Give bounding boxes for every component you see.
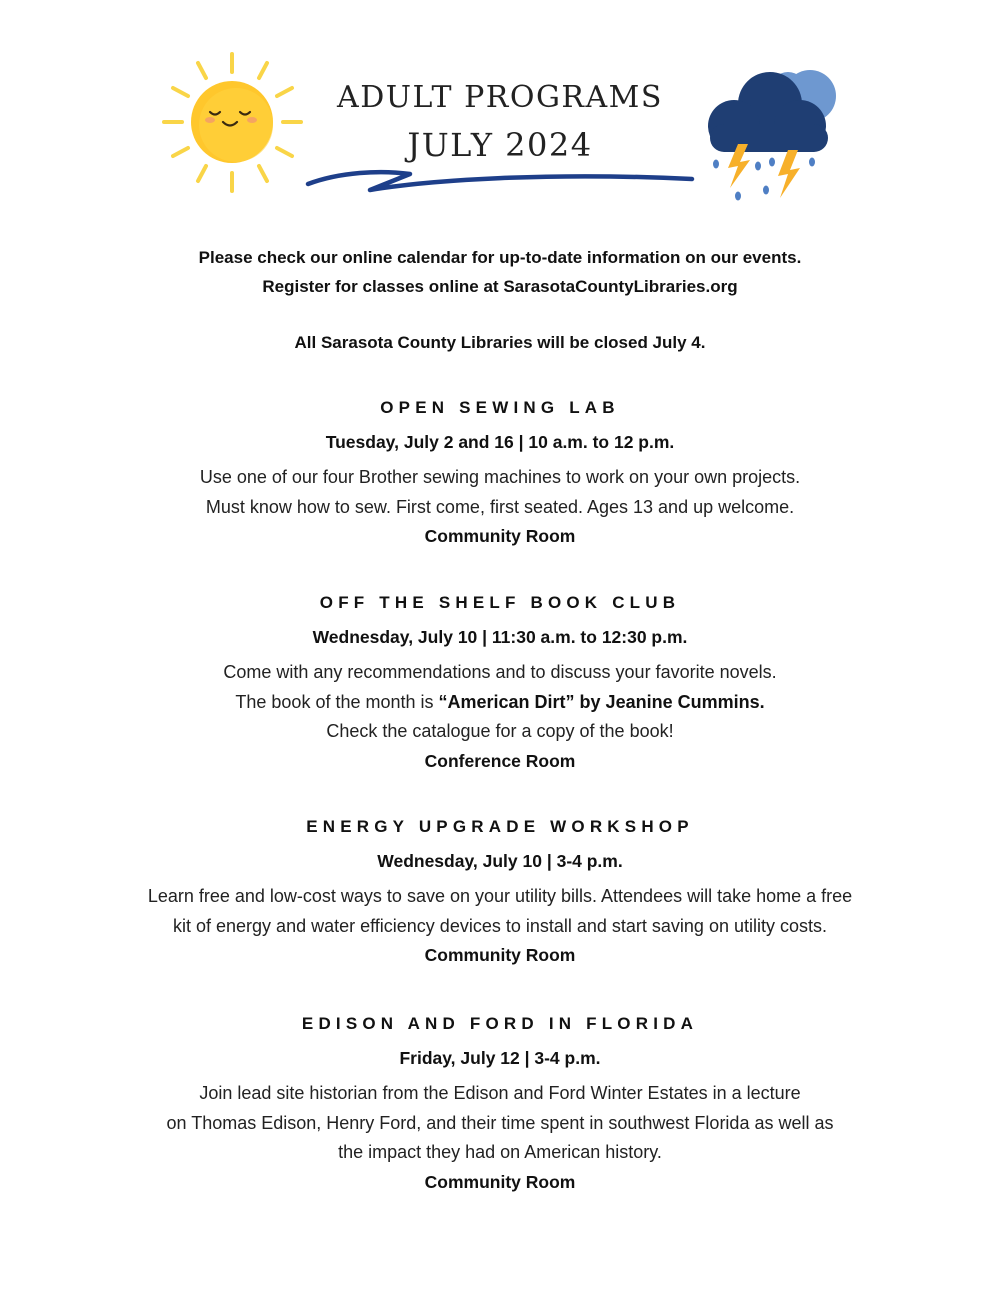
book-title: “American Dirt” by Jeanine Cummins. [438,691,765,712]
swoosh-underline-icon [300,150,700,195]
event-description-line: Join lead site historian from the Edison and Ford Winter Estates in a lecture [199,1083,801,1103]
closure-notice: All Sarasota County Libraries will be closed July 4. [294,333,706,352]
event-description-line: the impact they had on American history. [338,1142,662,1163]
event-energy-workshop [0,814,1000,970]
title-line-1: ADULT PROGRAMS [337,80,663,115]
event-datetime: Tuesday, July 2 and 16 | 10 a.m. to 12 p.m. [325,432,675,452]
event-title: OPEN SEWING LAB [380,398,620,417]
event-datetime: Wednesday, July 10 | 11:30 a.m. to 12:30 p.m. [312,627,688,647]
event-location: Community Room [424,526,576,547]
event-title: ENERGY UPGRADE WORKSHOP [306,817,694,836]
event-datetime: Wednesday, July 10 | 3-4 p.m. [377,851,623,871]
flyer-header [0,0,1000,215]
title-line-2: JULY 2024 [407,126,593,164]
event-description-line: Must know how to sew. First come, first seated. Ages 13 and up welcome. [205,496,795,517]
event-location: Community Room [424,1171,576,1192]
event-open-sewing-lab [0,395,1000,551]
event-description-line: Check the catalogue for a copy of the book! [326,721,674,742]
intro-calendar-line: Please check our online calendar for up-to-date information on our events. [198,248,802,267]
event-book-club [0,590,1000,776]
event-datetime: Friday, July 12 | 3-4 p.m. [399,1048,601,1068]
event-description-line [0,688,1000,718]
event-edison-ford [0,1011,1000,1197]
storm-cloud-icon [700,66,845,206]
event-title: EDISON AND FORD IN FLORIDA [301,1014,699,1033]
event-description-line: Come with any recommendations and to discuss your favorite novels. [223,662,777,682]
sun-icon [160,50,305,195]
event-description-line: on Thomas Edison, Henry Ford, and their time spent in southwest Florida as well as [166,1112,834,1133]
event-description-line: Use one of our four Brother sewing machines to work on your own projects. [199,467,801,487]
event-description-line: Learn free and low-cost ways to save on your utility bills. Attendees will take home a free [147,886,853,906]
intro-register-line: Register for classes online at SarasotaCountyLibraries.org [262,277,738,296]
event-location: Conference Room [424,750,576,771]
intro-section [0,243,1000,357]
event-description-line: kit of energy and water efficiency devices to install and start saving on utility costs. [173,915,827,936]
event-title: OFF THE SHELF BOOK CLUB [319,593,681,612]
book-intro-text: The book of the month is [235,691,439,712]
event-location: Community Room [424,945,576,966]
